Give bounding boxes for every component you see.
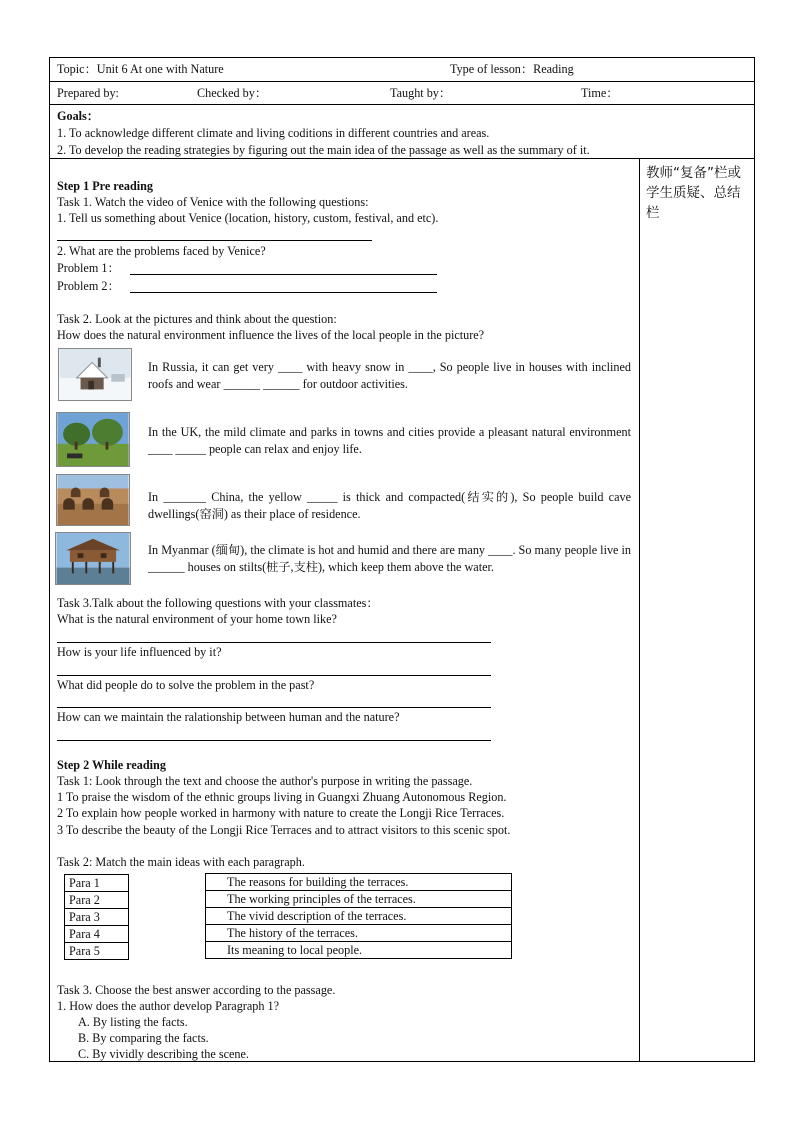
answer-option-c: C. By vividly describing the scene. [78, 1047, 249, 1061]
lesson-type-label: Type of lesson：Reading [450, 62, 574, 76]
idea-row [206, 908, 512, 925]
step1-task1: Task 1. Watch the video of Venice with the following questions: [57, 195, 369, 209]
para-row [65, 909, 129, 926]
step2-task3: Task 3. Choose the best answer according to the passage. [57, 983, 336, 997]
problem1-label: Problem 1： [57, 261, 120, 275]
checked-by-label: Checked by： [197, 86, 268, 100]
task3-answer-line-1[interactable] [57, 642, 491, 643]
answer-option-b: B. By comparing the facts. [78, 1031, 209, 1045]
main-idea[interactable]: The working principles of the terraces. [206, 891, 512, 908]
main-idea-list [205, 873, 512, 959]
para-label[interactable]: Para 2 [65, 892, 129, 909]
goal-item-2: 2. To develop the reading strategies by figuring out the main idea of the passage as well as the summary of it. [57, 143, 590, 157]
step2-task2: Task 2: Match the main ideas with each paragraph. [57, 855, 305, 869]
step2-question1: 1. How does the author develop Paragraph 1? [57, 999, 280, 1013]
problem2-answer-line[interactable] [130, 292, 437, 293]
park-photo [56, 412, 130, 467]
myanmar-fill-in: In Myanmar (缅甸), the climate is hot and humid and there are many ____. So many people live in ______ houses on stilts(桩子,支柱), which keep them above the water. [148, 543, 631, 574]
para-label[interactable]: Para 5 [65, 943, 129, 960]
goals-title: Goals： [57, 109, 99, 123]
purpose-option-3: 3 To describe the beauty of the Longji Rice Terraces and to attract visitors to this scenic spot. [57, 823, 511, 837]
paragraph-list [64, 874, 129, 960]
step1-task3: Task 3.Talk about the following questions with your classmates： [57, 596, 379, 610]
para-label[interactable]: Para 1 [65, 875, 129, 892]
stilt-house-photo [55, 532, 131, 585]
side-column-divider [639, 158, 640, 1062]
row-divider-2 [49, 104, 755, 105]
idea-row [206, 891, 512, 908]
task3-answer-line-2[interactable] [57, 675, 491, 676]
task3-question-1: What is the natural environment of your home town like? [57, 612, 337, 626]
idea-row [206, 942, 512, 959]
cave-dwelling-photo [56, 474, 130, 526]
task3-question-2: How is your life influenced by it? [57, 645, 222, 659]
step1-title: Step 1 Pre reading [57, 179, 154, 193]
step1-task2: Task 2. Look at the pictures and think about the question: [57, 312, 337, 326]
para-row [65, 875, 129, 892]
task3-question-3: What did people do to solve the problem in the past? [57, 678, 315, 692]
main-idea[interactable]: Its meaning to local people. [206, 942, 512, 959]
problem2-label: Problem 2： [57, 279, 120, 293]
para-label[interactable]: Para 3 [65, 909, 129, 926]
russia-fill-in: In Russia, it can get very ____ with heavy snow in ____, So people live in houses with inclined roofs and wear ______ ______ for outdoor activities. [148, 360, 631, 391]
step1-question2: 2. What are the problems faced by Venice? [57, 244, 266, 258]
answer-line[interactable] [57, 240, 372, 241]
side-note: 教师“复备”栏或学生质疑、总结栏 [646, 165, 741, 221]
purpose-option-1: 1 To praise the wisdom of the ethnic groups living in Guangxi Zhuang Autonomous Region. [57, 790, 507, 804]
task3-question-4: How can we maintain the ralationship between human and the nature? [57, 710, 400, 724]
row-divider-1 [49, 81, 755, 82]
main-idea[interactable]: The vivid description of the terraces. [206, 908, 512, 925]
step1-task2-question: How does the natural environment influence the lives of the local people in the picture? [57, 328, 485, 342]
problem1-answer-line[interactable] [130, 274, 437, 275]
time-label: Time： [581, 86, 619, 100]
task3-answer-line-4[interactable] [57, 740, 491, 741]
main-idea[interactable]: The history of the terraces. [206, 925, 512, 942]
main-idea[interactable]: The reasons for building the terraces. [206, 874, 512, 891]
idea-row [206, 874, 512, 891]
idea-row [206, 925, 512, 942]
para-label[interactable]: Para 4 [65, 926, 129, 943]
answer-option-a: A. By listing the facts. [78, 1015, 188, 1029]
step2-task1: Task 1: Look through the text and choose the author's purpose in writing the passage. [57, 774, 473, 788]
step2-title: Step 2 While reading [57, 758, 166, 772]
purpose-option-2: 2 To explain how people worked in harmony with nature to create the Longji Rice Terraces. [57, 806, 505, 820]
para-row [65, 892, 129, 909]
task3-answer-line-3[interactable] [57, 707, 491, 708]
china-fill-in: In _______ China, the yellow _____ is thick and compacted(结实的), So people build cave dwellings(窑洞) as their place of residence. [148, 490, 631, 521]
snow-house-photo [58, 348, 132, 401]
para-row [65, 943, 129, 960]
taught-by-label: Taught by： [390, 86, 452, 100]
prepared-by-label: Prepared by: [57, 86, 119, 100]
uk-fill-in: In the UK, the mild climate and parks in towns and cities provide a pleasant natural environment ____ _____ people can relax and enjoy life. [148, 425, 631, 456]
goal-item-1: 1. To acknowledge different climate and living coditions in different countries and areas. [57, 126, 490, 140]
step1-question1: 1. Tell us something about Venice (location, history, custom, festival, and etc). [57, 211, 439, 225]
topic-label: Topic：Unit 6 At one with Nature [57, 62, 224, 76]
row-divider-3 [49, 158, 755, 159]
para-row [65, 926, 129, 943]
